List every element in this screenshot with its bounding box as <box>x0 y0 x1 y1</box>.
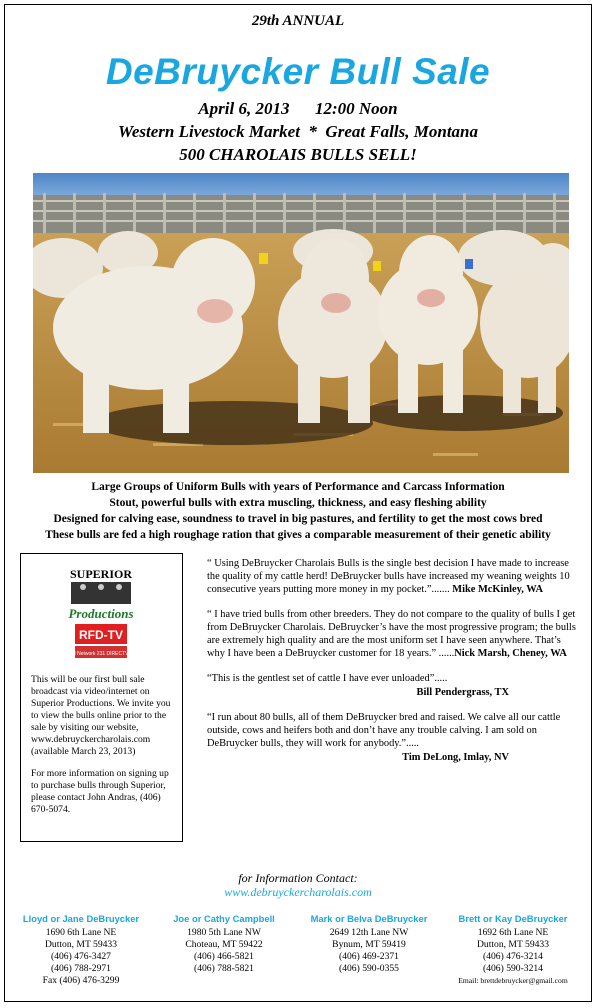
testimonial <box>207 557 579 596</box>
bull-count: 500 CHAROLAIS BULLS SELL! <box>179 145 417 164</box>
contact-line: (406) 476-3214 <box>483 951 543 962</box>
page-title: DeBruycker Bull Sale <box>105 51 491 92</box>
logo-productions-text: Productions <box>68 606 134 621</box>
availability-note: (available March 23, 2013) <box>31 746 136 757</box>
contact-card <box>154 913 294 975</box>
contact-line: Bynum, MT 59419 <box>332 939 406 950</box>
contact-name: Lloyd or Jane DeBruycker <box>22 913 140 924</box>
contact-line: (406) 469-2371 <box>339 951 399 962</box>
contact-line: Fax (406) 476-3299 <box>42 975 120 986</box>
superior-productions-logo <box>61 562 141 662</box>
contact-line: (406) 476-3427 <box>51 951 111 962</box>
contact-line: 1692 6th Lane NE <box>477 927 549 938</box>
testimonials <box>207 557 579 776</box>
testimonial <box>207 711 579 764</box>
contact-line: Choteau, MT 59422 <box>185 939 263 950</box>
bulls-photo <box>33 173 569 473</box>
contact-heading: for Information Contact: <box>238 871 358 885</box>
contact-line: (406) 590-0355 <box>339 963 399 974</box>
contact-card <box>299 913 439 975</box>
contact-line: (406) 590-3214 <box>483 963 543 974</box>
contact-line: 2649 12th Lane NW <box>329 927 409 938</box>
contact-line: 1690 6th Lane NE <box>45 927 117 938</box>
contact-line: (406) 788-5821 <box>194 963 254 974</box>
logo-superior-text: SUPERIOR <box>69 567 133 581</box>
testimonial-text: “I run about 80 bulls, all of them DeBruycker bred and raised. We calve all our cattle outside, cows and heifers both and don’t have any trouble calving. I am sold on DeBruycker bulls, they will work for anybody.”..... <box>207 712 561 749</box>
testimonial <box>207 608 579 660</box>
testimonial <box>207 672 579 699</box>
contact-line: (406) 466-5821 <box>194 951 254 962</box>
rfdtv-text: RFD-TV <box>79 628 123 642</box>
testimonial-author: Tim DeLong, Imlay, NV <box>402 752 509 763</box>
testimonial-text: “ I have tried bulls from other breeders. They do not compare to the quality of bulls I get from DeBruycker Charolais. DeBruycker’s have the most progressive program; the bulls are extremely high quality and are the most uniform set I have seen anywhere. That’s why I have been a DeBruycker customer for 18 years.” ...... <box>207 609 576 659</box>
bulls-illustration <box>33 173 569 473</box>
logo-channel-text: DISH Network 231 DIRECTV 345 <box>63 651 139 657</box>
contact-line: Dutton, MT 59433 <box>44 939 118 950</box>
feature-line: Large Groups of Uniform Bulls with years of Performance and Carcass Information <box>91 481 505 493</box>
website-link[interactable]: www.debruyckercharolais.com <box>224 885 372 899</box>
purchase-info: For more information on signing up to purchase bulls through Superior, please contact John Andras, (406) 670-5074. <box>31 768 169 815</box>
sale-date: April 6, 2013 12:00 Noon <box>198 99 398 118</box>
contact-email[interactable]: Email: brettdebruycker@gmail.com <box>458 976 568 985</box>
broadcast-info <box>31 674 177 826</box>
sale-venue: Western Livestock Market * Great Falls, Montana <box>118 122 478 141</box>
broadcast-paragraph: This will be our first bull sale broadcast via video/internet on Superior Productions. We invite you to view the bulls online prior to the sale by visiting our website, www.debruyckercharolais.com <box>31 674 171 745</box>
testimonial-text: “ Using DeBruycker Charolais Bulls is the single best decision I have made to increase the quality of my cattle herd! DeBruycker bulls have increased my weaning weights 10 consecutive years putting more money in my pocket.”....... <box>207 558 570 595</box>
contact-card <box>11 913 151 987</box>
feature-line: These bulls are fed a high roughage ration that gives a comparable measurement of their genetic ability <box>45 529 551 541</box>
testimonial-text: “This is the gentlest set of cattle I have ever unloaded”..... <box>207 673 448 684</box>
contact-line: Dutton, MT 59433 <box>476 939 550 950</box>
broadcast-box <box>20 553 183 842</box>
feature-line: Designed for calving ease, soundness to travel in big pastures, and fertility to get the most cows bred <box>53 513 543 525</box>
contact-name: Mark or Belva DeBruycker <box>310 913 428 924</box>
feature-line: Stout, powerful bulls with extra muscling, thickness, and easy fleshing ability <box>109 497 487 509</box>
testimonial-author: Nick Marsh, Cheney, WA <box>454 648 567 659</box>
contact-line: (406) 788-2971 <box>51 963 111 974</box>
testimonial-author: Bill Pendergrass, TX <box>416 687 509 698</box>
features-list <box>5 479 591 543</box>
contact-card <box>443 913 583 987</box>
testimonial-author: Mike McKinley, WA <box>449 584 544 595</box>
contact-name: Brett or Kay DeBruycker <box>458 913 568 924</box>
annual-label: 29th ANNUAL <box>251 13 345 29</box>
contact-line: 1980 5th Lane NW <box>187 927 261 938</box>
contact-name: Joe or Cathy Campbell <box>173 913 275 924</box>
sale-flyer <box>4 4 592 1002</box>
